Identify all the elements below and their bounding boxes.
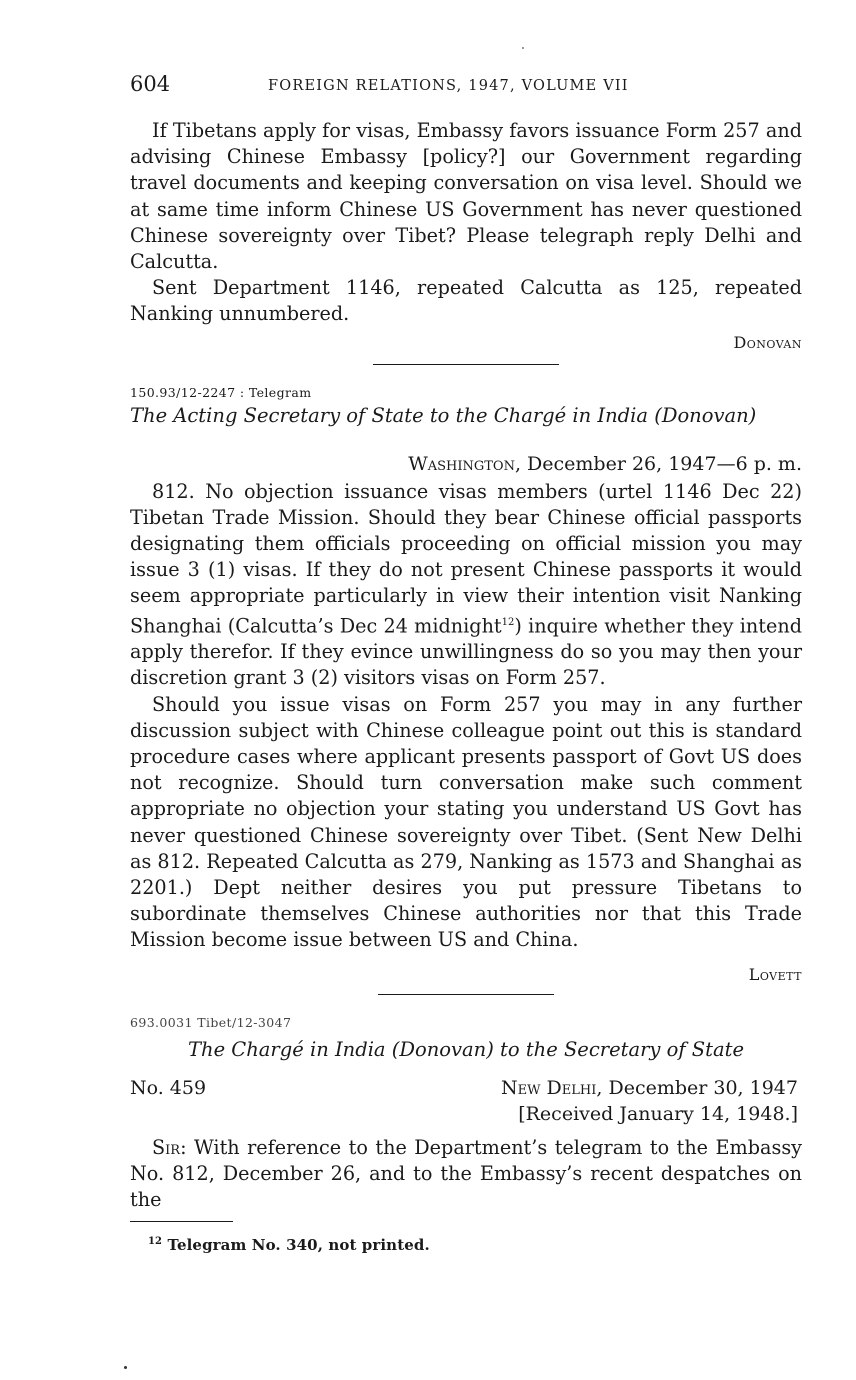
paragraph-sent-department: Sent Department 1146, repeated Calcutta as 125, repeated Nanking unnumbered. [130,276,802,326]
received-date: [Received January 14, 1948.] [518,1102,798,1125]
page-header [130,72,802,102]
despatch-body-text: : With reference to the Department’s telegram to the Embassy No. 812, December 26, and to the Embassy’s recent despatches on the [130,1135,802,1212]
running-title: FOREIGN RELATIONS, 1947, VOLUME VII [268,78,629,94]
dateline-date: December 30, 1947 [608,1076,798,1099]
footnote-marker: 12 [148,1236,163,1248]
dateline-date: December 26, 1947—6 p. m. [527,452,802,475]
signature-lovett: Lovett [748,964,802,984]
page-content [130,72,802,1254]
page-number: 604 [130,72,171,96]
despatch-heading [130,1075,802,1127]
despatch-number: No. 459 [130,1076,207,1099]
paragraph-visa-form: If Tibetans apply for visas, Embassy favors issuance Form 257 and advising Chinese Embassy [policy?] our Government regarding travel documents and keeping conversation on visa level. Should we at same time inform Chinese US Government has never questioned Chinese sovereignty over Tibet? Please telegraph reply Delhi and Calcutta. [130,119,802,274]
document-title: The Acting Secretary of State to the Chargé in India (Donovan) [130,403,757,427]
document-title: The Chargé in India (Donovan) to the Secretary of State [188,1037,744,1061]
dateline [130,451,802,477]
paragraph-telegram-812 [130,479,802,692]
file-reference: 693.0031 Tibet/12-3047 [130,1014,292,1030]
paragraph-despatch-body [130,1135,802,1214]
scan-speck [124,1366,127,1369]
dateline-place: Washington, [408,452,521,475]
footnote [130,1236,802,1254]
dateline [501,1075,798,1101]
telegram-text-part1: 812. No objection issuance visas members (urtel 1146 Dec 22) Tibetan Trade Mission. Should they bear Chinese official passports designating them officials proceeding on official mission you may issue 3 (1) visas. If they do not present Chinese passports it would seem appropriate particularly in view their intention visit Nanking Shanghai (Calcutta’s Dec 24 midnight [130,479,802,638]
footnote-text: Telegram No. 340, not printed. [167,1236,430,1255]
section-divider [378,994,554,995]
footnote-divider [130,1221,233,1222]
signature-donovan: Donovan [733,332,802,352]
telegram-text-part2: ) inquire whether they intend apply therefor. If they evince unwillingness do so you may then your discretion grant 3 (2) visitors visas on Form 257. [130,614,802,690]
dateline-place: New Delhi, [501,1076,603,1099]
salutation: Sir [152,1135,181,1159]
file-reference: 150.93/12-2247 : Telegram [130,384,312,400]
section-divider [373,364,559,365]
paragraph-visa-procedure: Should you issue visas on Form 257 you may in any further discussion subject with Chinese colleague point out this is standard procedure cases where applicant presents passport of Govt US does not recognize. Should turn conversation make such comment appropriate no objection your stating you understand US Govt has never questioned Chinese sovereignty over Tibet. (Sent New Delhi as 812. Repeated Calcutta as 279, Nanking as 1573 and Shanghai as 2201.) Dept neither desires you put pressure Tibetans to subordinate themselves Chinese authorities nor that this Trade Mission become issue between US and China. [130,692,802,952]
footnote-reference: 12 [501,616,515,628]
scan-speck [522,47,524,49]
